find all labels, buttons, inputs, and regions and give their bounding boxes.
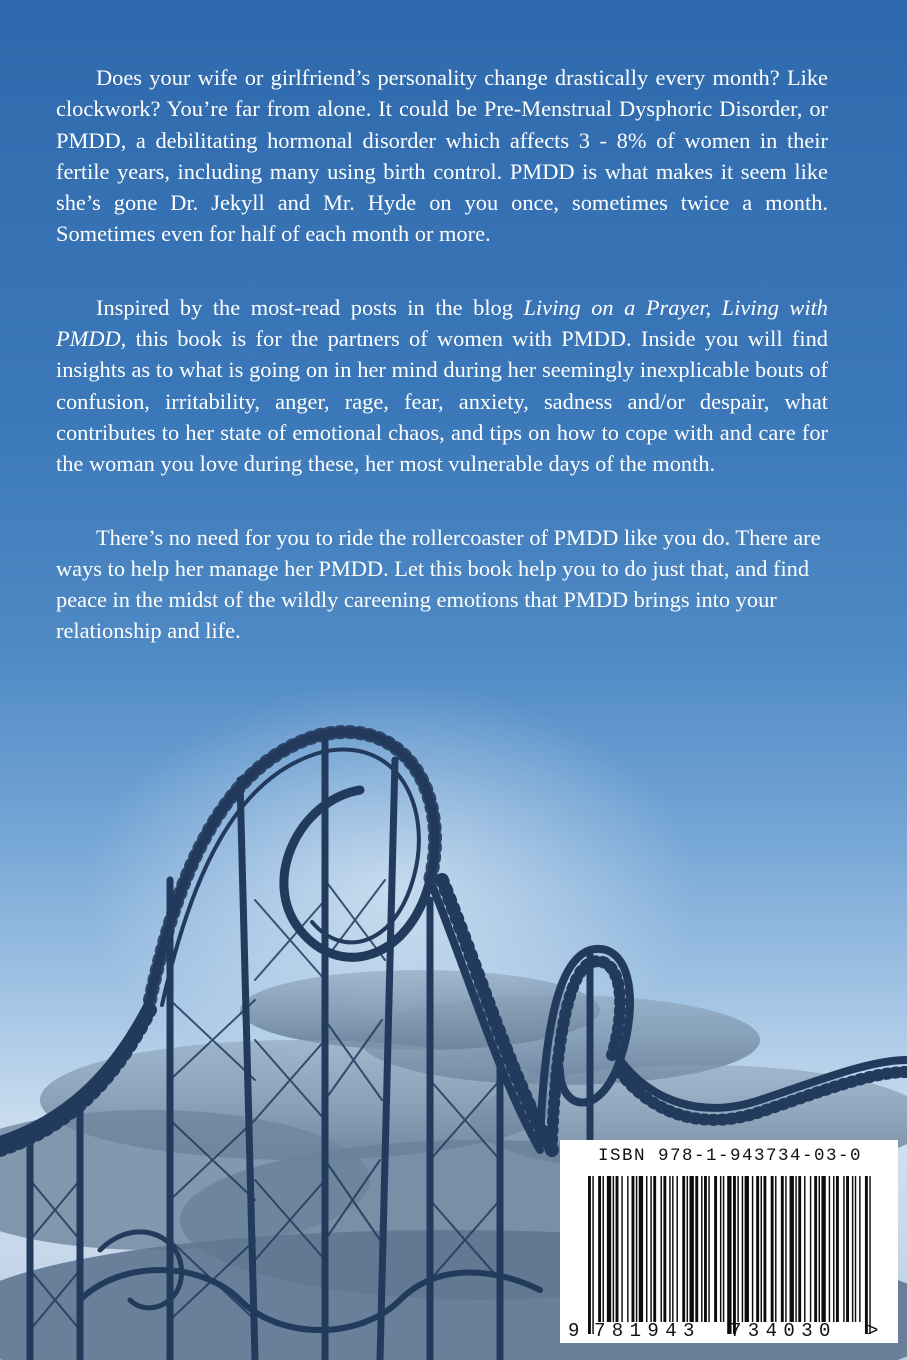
back-cover-blurb (56, 62, 828, 689)
blog-title: Living on a Prayer, Living with PMDD, (56, 294, 828, 352)
barcode-bar (814, 1176, 817, 1322)
barcode-bar (603, 1176, 604, 1322)
barcode-bar (859, 1176, 860, 1322)
barcode-bar (621, 1176, 622, 1322)
barcode-bar (804, 1176, 805, 1322)
barcode-bar (781, 1176, 784, 1322)
barcode-bar (682, 1176, 685, 1322)
barcode-bar (695, 1176, 698, 1322)
barcode-bar (701, 1176, 702, 1322)
barcode-bar (639, 1176, 643, 1322)
barcode-bar (763, 1176, 766, 1322)
barcode-bar (742, 1176, 743, 1322)
barcode-bar (795, 1176, 796, 1322)
barcode-bar (613, 1176, 614, 1322)
barcode-bar (632, 1176, 635, 1322)
barcode-bar (653, 1176, 656, 1322)
barcode-bar (843, 1176, 844, 1322)
ean-lead-digit: 9 (568, 1320, 580, 1342)
barcode-bar (836, 1176, 839, 1322)
ean-left-group: 781943 (594, 1320, 701, 1342)
barcode-bar (646, 1176, 647, 1322)
barcode-bar (661, 1176, 662, 1322)
barcode-bar (810, 1176, 811, 1322)
barcode-bar (636, 1176, 637, 1322)
barcode-bars (560, 1140, 898, 1343)
barcode-bar (616, 1176, 619, 1322)
barcode-bar (720, 1176, 721, 1322)
barcode-bar (821, 1176, 825, 1322)
blurb-paragraph-1: Does your wife or girlfriend’s personality change drastically every month? Like clockwork? You’re far from alone. It could be Pre-Menstrual Dysphoric Disorder, or PMDD, a debilitating hormonal disorder which affects 3 - 8% of women in their fertile years, including many using birth control. PMDD is what makes it seem like she’s gone Dr. Jekyll and Mr. Hyde on you once, sometimes twice a month. Sometimes even for half of each month or more. (56, 65, 828, 247)
barcode-bar (598, 1176, 601, 1322)
barcode-bar (669, 1176, 670, 1322)
ean-right-group: 734030 (730, 1320, 837, 1342)
ean-quiet-zone: > (867, 1320, 879, 1342)
barcode-bar (798, 1176, 801, 1322)
barcode-bar (627, 1176, 628, 1322)
barcode-bar (852, 1176, 853, 1322)
barcode-bar (829, 1176, 830, 1322)
barcode-bar (676, 1176, 677, 1322)
barcode-bar (727, 1176, 731, 1334)
blurb-p2-rest: this book is for the partners of women with PMDD. Inside you will find insights as to what is going on in her mind during her seemingly inexplicable bouts of confusion, irritability, anger, rage, fear, anxiety, sadness and/or despair, what contributes to her state of emotional chaos, and tips on how to cope with and care for the woman you love during these, her most vulnerable days of the month. (56, 326, 828, 477)
barcode-bar (761, 1176, 762, 1322)
ean-digits (560, 1320, 898, 1342)
blurb-p2-intro: Inspired by the most-read posts in the blog (96, 294, 524, 320)
barcode-bar (745, 1176, 749, 1322)
barcode-bar (723, 1176, 724, 1322)
barcode-bar (650, 1176, 651, 1322)
barcode-bar (775, 1176, 776, 1322)
barcode-bar (704, 1176, 707, 1322)
barcode-bar (737, 1176, 738, 1322)
barcode-bar (869, 1176, 870, 1334)
barcode-bar (687, 1176, 688, 1322)
barcode-bar (690, 1176, 694, 1322)
barcode-bar (865, 1176, 868, 1334)
barcode-bar (672, 1176, 673, 1322)
barcode-bar (846, 1176, 849, 1322)
barcode-bar (708, 1176, 709, 1322)
barcode-bar (819, 1176, 820, 1322)
barcode-bar (771, 1176, 774, 1322)
barcode-bar (855, 1176, 856, 1322)
barcode-bar (588, 1176, 591, 1334)
barcode-bar (714, 1176, 717, 1322)
barcode-bar (790, 1176, 794, 1322)
blurb-paragraph-3: There’s no need for you to ride the rollercoaster of PMDD like you do. There are ways to help her manage her PMDD. Let this book help you to do just that, and find peace in the midst of the wildly careening emotions that PMDD brings into your relationship and life. (56, 524, 821, 644)
barcode-bar (733, 1176, 736, 1334)
blurb-paragraph-2 (56, 292, 828, 480)
barcode-bar (785, 1176, 786, 1322)
barcode-bar (756, 1176, 759, 1322)
barcode-bar (607, 1176, 611, 1322)
barcode-bar (833, 1176, 834, 1322)
barcode-bar (663, 1176, 666, 1322)
barcode-bar (592, 1176, 593, 1334)
barcode-bar (752, 1176, 753, 1322)
isbn-label: ISBN 978-1-943734-03-0 (597, 1146, 863, 1166)
